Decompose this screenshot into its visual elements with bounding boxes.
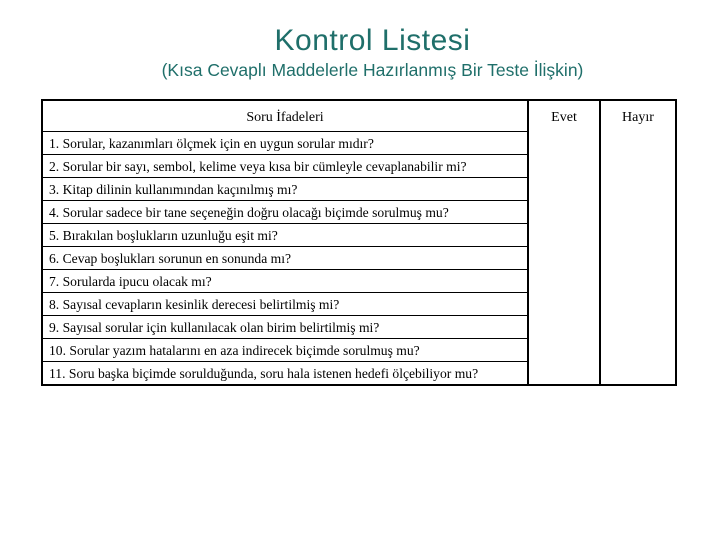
table-row (42, 223, 676, 246)
question-cell (42, 177, 528, 200)
no-cell[interactable] (600, 361, 676, 385)
question-cell (42, 154, 528, 177)
yes-cell[interactable] (528, 154, 600, 177)
question-cell (42, 292, 528, 315)
yes-cell[interactable] (528, 177, 600, 200)
no-cell[interactable] (600, 200, 676, 223)
yes-cell[interactable] (528, 292, 600, 315)
header-yes: Evet (528, 100, 600, 131)
question-text: 5. Bırakılan boşlukların uzunluğu eşit mi? (49, 227, 278, 243)
yes-cell[interactable] (528, 200, 600, 223)
yes-cell[interactable] (528, 338, 600, 361)
no-cell[interactable] (600, 292, 676, 315)
yes-cell[interactable] (528, 131, 600, 154)
question-text: 7. Sorularda ipucu olacak mı? (49, 273, 212, 289)
page-subtitle: (Kısa Cevaplı Maddelerle Hazırlanmış Bir Teste İlişkin) (161, 60, 584, 80)
question-cell (42, 269, 528, 292)
table-row (42, 131, 676, 154)
header-question: Soru İfadeleri (42, 100, 528, 131)
yes-cell[interactable] (528, 315, 600, 338)
no-cell[interactable] (600, 177, 676, 200)
question-cell (42, 131, 528, 154)
table-row (42, 154, 676, 177)
question-cell (42, 200, 528, 223)
table-row (42, 361, 676, 385)
question-text: 8. Sayısal cevapların kesinlik derecesi belirtilmiş mi? (49, 296, 340, 312)
question-cell (42, 315, 528, 338)
question-cell (42, 223, 528, 246)
yes-cell[interactable] (528, 223, 600, 246)
question-text: 3. Kitap dilinin kullanımından kaçınılmış mı? (49, 181, 298, 197)
question-text: 2. Sorular bir sayı, sembol, kelime veya kısa bir cümleyle cevaplanabilir mi? (49, 158, 467, 174)
table-row (42, 269, 676, 292)
no-cell[interactable] (600, 131, 676, 154)
no-cell[interactable] (600, 269, 676, 292)
no-cell[interactable] (600, 223, 676, 246)
question-cell (42, 338, 528, 361)
yes-cell[interactable] (528, 361, 600, 385)
table-row (42, 246, 676, 269)
question-text: 11. Soru başka biçimde sorulduğunda, soru hala istenen hedefi ölçebiliyor mu? (49, 365, 479, 381)
question-cell (42, 361, 528, 385)
question-text: 1. Sorular, kazanımları ölçmek için en uygun sorular mıdır? (49, 135, 374, 151)
table-row (42, 338, 676, 361)
question-cell (42, 246, 528, 269)
checklist-table (41, 99, 677, 386)
yes-cell[interactable] (528, 269, 600, 292)
header-no: Hayır (622, 110, 654, 125)
header-row (42, 100, 676, 131)
no-cell[interactable] (600, 315, 676, 338)
table-row (42, 292, 676, 315)
question-text: 4. Sorular sadece bir tane seçeneğin doğru olacağı biçimde sorulmuş mu? (49, 204, 449, 220)
table-row (42, 177, 676, 200)
no-cell[interactable] (600, 154, 676, 177)
question-text: 9. Sayısal sorular için kullanılacak olan birim belirtilmiş mi? (49, 319, 380, 335)
table-row (42, 315, 676, 338)
no-cell[interactable] (600, 246, 676, 269)
page-title: Kontrol Listesi (274, 24, 471, 57)
no-cell[interactable] (600, 338, 676, 361)
table-row (42, 200, 676, 223)
question-text: 6. Cevap boşlukları sorunun en sonunda mı? (49, 250, 292, 266)
yes-cell[interactable] (528, 246, 600, 269)
question-text: 10. Sorular yazım hatalarını en aza indirecek biçimde sorulmuş mu? (49, 342, 420, 358)
